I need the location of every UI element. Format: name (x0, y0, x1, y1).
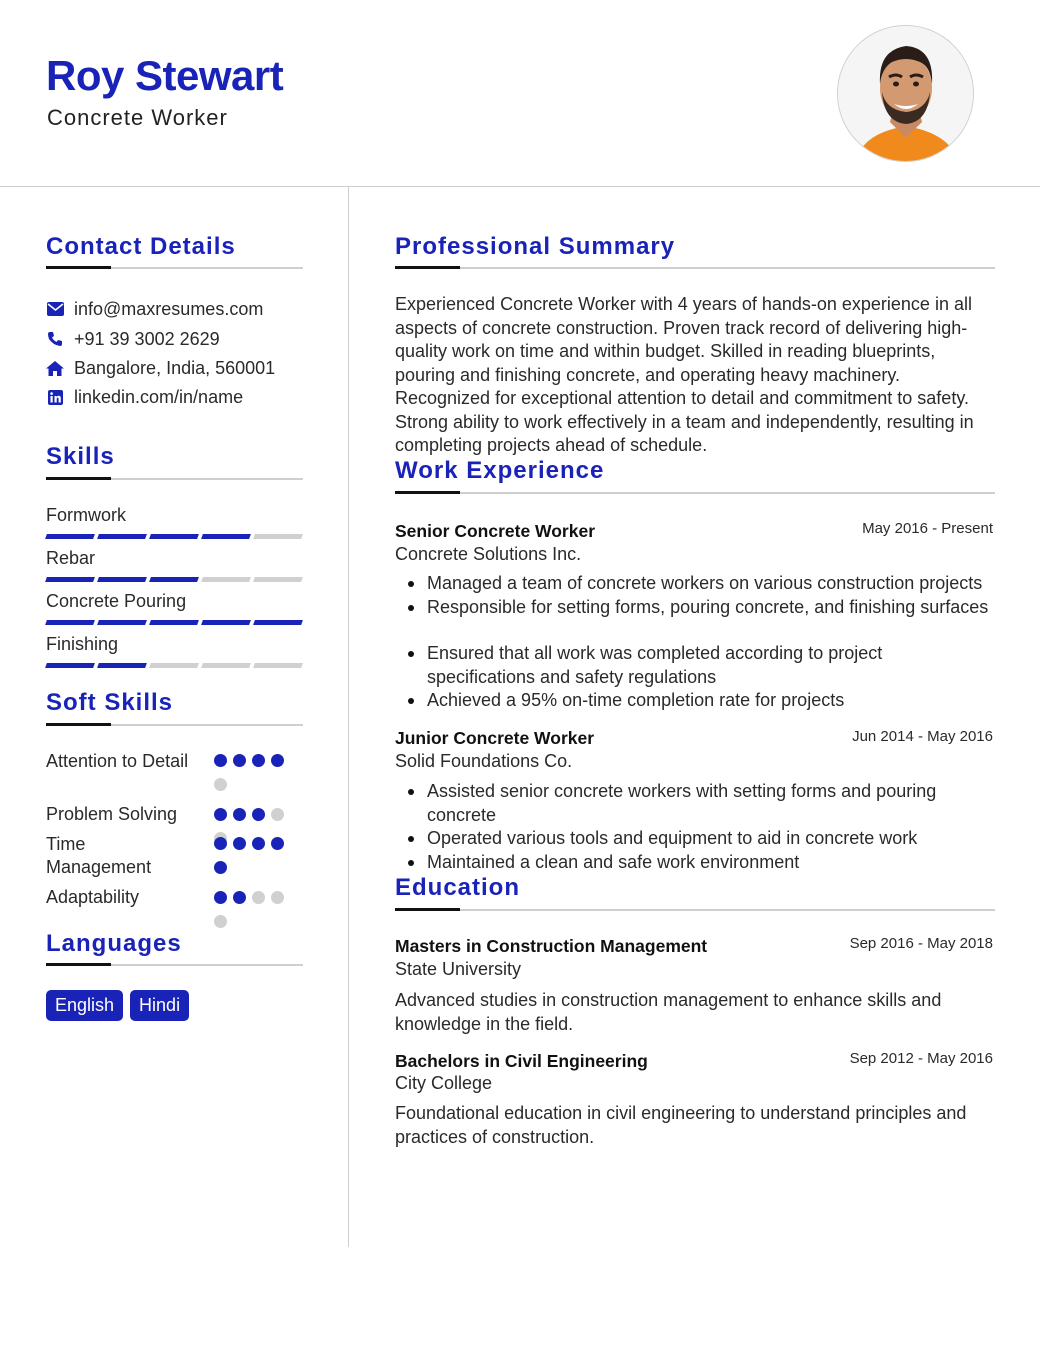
contact-linkedin[interactable] (46, 386, 243, 408)
rating-dot (271, 808, 284, 821)
rating-dot (233, 837, 246, 850)
education-rule (395, 909, 995, 911)
skill-bar-segment (253, 577, 303, 582)
profile-photo (837, 25, 974, 162)
contact-address-text: Bangalore, India, 560001 (74, 357, 276, 378)
skill-bar-segment (97, 534, 147, 539)
skill-bar-segment (149, 663, 199, 668)
summary-rule (395, 267, 995, 269)
degree-description: Advanced studies in construction management to enhance skills and knowledge in the field. (395, 990, 942, 1034)
rating-dot (252, 837, 265, 850)
skill-bar-segment (253, 663, 303, 668)
job-bullet: Managed a team of concrete workers on various construction projects (427, 572, 1002, 596)
degree-title: Masters in Construction Management (395, 936, 708, 956)
skill-bar-segment (253, 534, 303, 539)
job-bullet: Achieved a 95% on-time completion rate for projects (427, 689, 1002, 713)
summary-text: Experienced Concrete Worker with 4 years of hands-on experience in all aspects of concrete construction. Proven track record of delivering high-quality work on time and within budget. Skilled in reading blueprints, pouring and finishing concrete, and operating heavy machinery. Recognized for exceptional attention to detail and commitment to safety. Strong ability to work effectively in a team and independently, resulting in completing projects ahead of schedule. (395, 294, 974, 455)
skill-bar-segment (45, 534, 95, 539)
linkedin-icon (46, 388, 64, 406)
rating-dot (214, 837, 227, 850)
rating-dot (252, 754, 265, 767)
contact-heading: Contact Details (46, 233, 236, 260)
job-dates: Jun 2014 - May 2016 (852, 728, 993, 745)
rating-dot (214, 861, 227, 874)
column-divider (348, 187, 349, 1247)
phone-icon (46, 330, 64, 348)
skill-label: Formwork (46, 505, 126, 525)
skill-bar (46, 577, 302, 583)
skill-label: Rebar (46, 548, 96, 568)
job-bullet: Maintained a clean and safe work environment (427, 851, 1002, 875)
job-bullets (427, 780, 1002, 874)
job-company: Concrete Solutions Inc. (395, 544, 582, 564)
school-name: State University (395, 959, 522, 979)
job-bullet: Assisted senior concrete workers with setting forms and pouring concrete (427, 780, 967, 827)
degree-dates: Sep 2012 - May 2016 (849, 1050, 993, 1067)
contact-rule (46, 267, 303, 269)
job-dates: May 2016 - Present (862, 520, 993, 537)
rating-dot (214, 891, 227, 904)
soft-skill-label: Attention to Detail (46, 751, 189, 771)
rating-dot (214, 778, 227, 791)
rating-dot (233, 808, 246, 821)
languages-rule (46, 964, 303, 966)
soft-skills-rule (46, 724, 303, 726)
skills-rule (46, 478, 303, 480)
job-bullet: Operated various tools and equipment to aid in concrete work (427, 827, 1002, 851)
rating-dot (271, 754, 284, 767)
skill-bar-segment (97, 620, 147, 625)
school-name: City College (395, 1073, 493, 1093)
skill-bar-segment (97, 577, 147, 582)
job-bullets (427, 572, 1002, 713)
experience-heading: Work Experience (395, 457, 605, 484)
envelope-icon (46, 300, 64, 318)
rating-dot (271, 837, 284, 850)
soft-skill-rating (214, 837, 294, 874)
soft-skill-label: Problem Solving (46, 804, 178, 824)
rating-dot (214, 808, 227, 821)
skill-label: Finishing (46, 634, 119, 654)
degree-description: Foundational education in civil engineering to understand principles and practices of construction. (395, 1103, 967, 1147)
language-tags (46, 990, 189, 1021)
education-heading: Education (395, 874, 521, 901)
language-tag: Hindi (130, 990, 189, 1021)
soft-skill-rating (214, 754, 294, 791)
skill-bar-segment (45, 577, 95, 582)
candidate-name: Roy Stewart (46, 52, 284, 99)
job-bullet: Responsible for setting forms, pouring concrete, and finishing surfaces (427, 596, 1002, 620)
rating-dot (214, 754, 227, 767)
skill-bar-segment (253, 620, 303, 625)
skill-label: Concrete Pouring (46, 591, 187, 611)
skill-bar (46, 620, 302, 626)
resume-header (0, 0, 1040, 187)
contact-phone[interactable] (46, 328, 220, 350)
candidate-title: Concrete Worker (47, 105, 228, 130)
job-company: Solid Foundations Co. (395, 751, 573, 771)
skills-heading: Skills (46, 443, 115, 470)
contact-phone-text: +91 39 3002 2629 (74, 328, 220, 349)
languages-heading: Languages (46, 930, 182, 957)
soft-skills-heading: Soft Skills (46, 689, 174, 716)
skill-bar-segment (201, 534, 251, 539)
contact-linkedin-text: linkedin.com/in/name (74, 386, 244, 407)
skill-bar (46, 534, 302, 540)
soft-skill-rating (214, 891, 294, 928)
contact-email[interactable] (46, 298, 263, 320)
skill-bar-segment (201, 663, 251, 668)
rating-dot (252, 808, 265, 821)
person-portrait-icon (838, 26, 974, 162)
job-title: Senior Concrete Worker (395, 521, 596, 541)
rating-dot (214, 915, 227, 928)
skill-bar-segment (201, 577, 251, 582)
soft-skill-label: Time Management (46, 834, 152, 877)
skill-bar-segment (149, 620, 199, 625)
rating-dot (271, 891, 284, 904)
job-bullet: Ensured that all work was completed according to project specifications and safety regulations (427, 642, 907, 689)
skill-bar-segment (45, 663, 95, 668)
experience-rule (395, 492, 995, 494)
rating-dot (233, 891, 246, 904)
summary-heading: Professional Summary (395, 233, 676, 260)
rating-dot (233, 754, 246, 767)
soft-skill-label: Adaptability (46, 887, 140, 907)
contact-address (46, 357, 275, 379)
skill-bar-segment (45, 620, 95, 625)
skill-bar-segment (149, 534, 199, 539)
contact-email-text: info@maxresumes.com (74, 298, 264, 319)
rating-dot (252, 891, 265, 904)
job-title: Junior Concrete Worker (395, 728, 595, 748)
degree-dates: Sep 2016 - May 2018 (849, 935, 993, 952)
skill-bar-segment (149, 577, 199, 582)
degree-title: Bachelors in Civil Engineering (395, 1051, 648, 1071)
skill-bar (46, 663, 302, 669)
skill-bar-segment (97, 663, 147, 668)
skill-bar-segment (201, 620, 251, 625)
home-icon (46, 359, 64, 377)
language-tag: English (46, 990, 123, 1021)
